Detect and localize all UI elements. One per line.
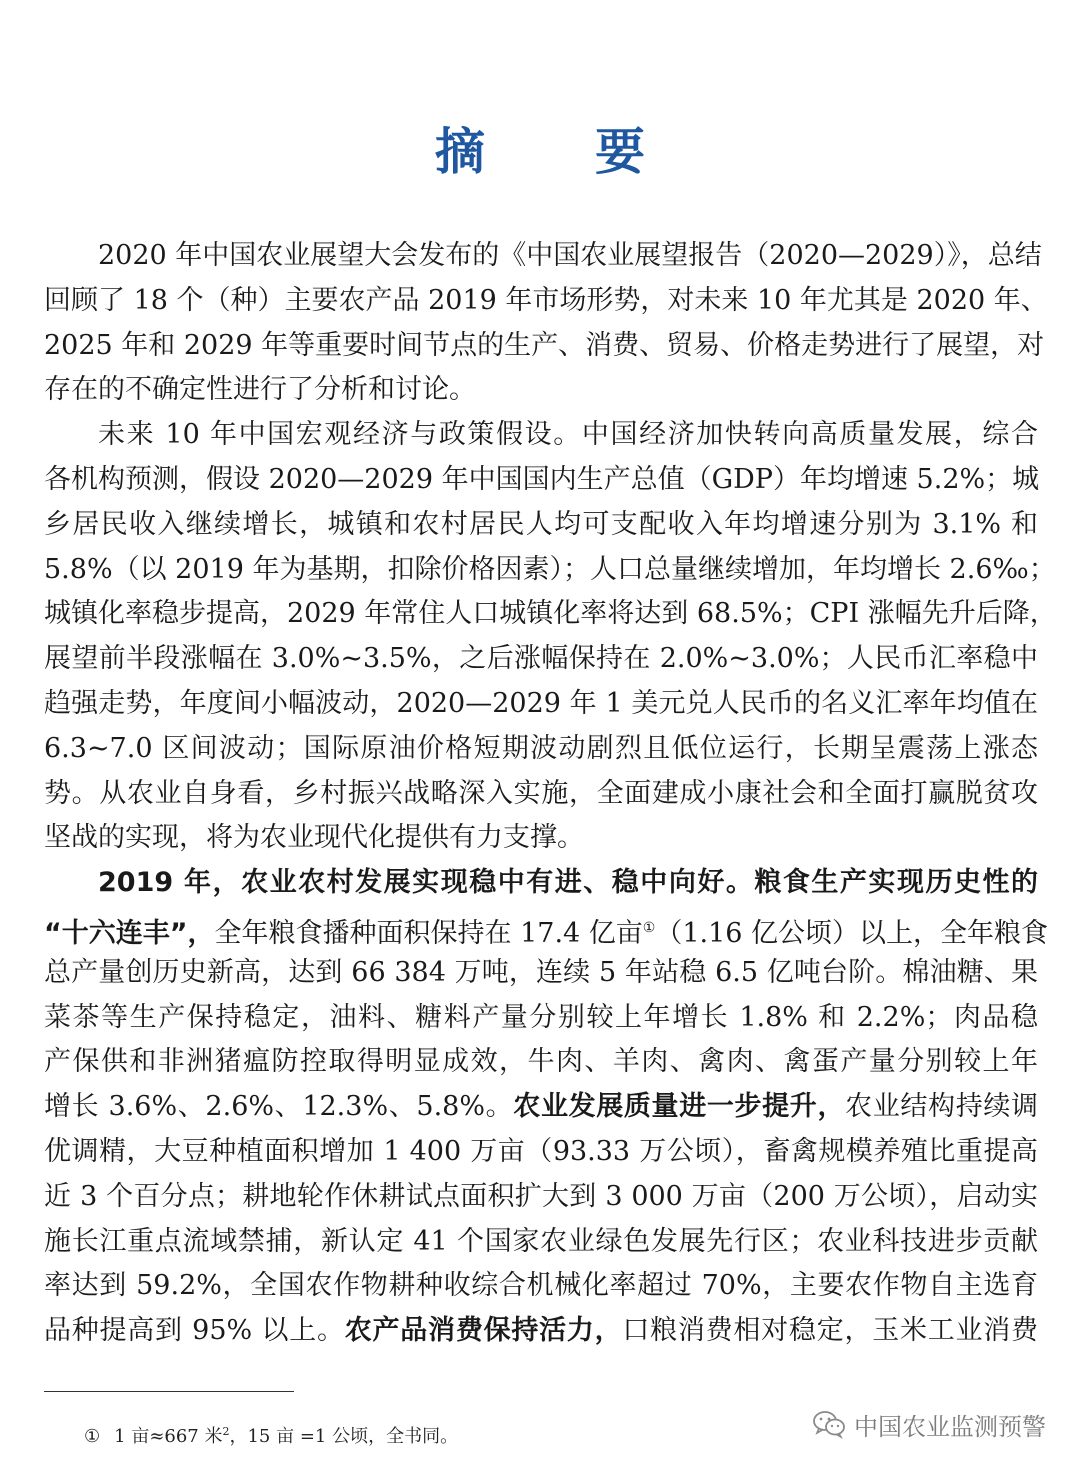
text-line: 未来 10 年中国宏观经济与政策假设。中国经济加快转向高质量发展，综合 xyxy=(98,419,1038,451)
footnote-mark: ① xyxy=(84,1426,101,1447)
text-line: 菜茶等生产保持稳定，油料、糖料产量分别较上年增长 1.8% 和 2.2%；肉品稳 xyxy=(44,1001,1038,1033)
text-line: 5.8%（以 2019 年为基期，扣除价格因素）；人口总量继续增加，年均增长 2.6‰； xyxy=(44,553,1056,585)
text-line: 城镇化率稳步提高，2029 年常住人口城镇化率将达到 68.5%；CPI 涨幅先升后降， xyxy=(44,598,1057,630)
bold-phrase: 农产品消费保持活力， xyxy=(344,1315,623,1347)
text-line: 总产量创历史新高，达到 66 384 万吨，连续 5 年站稳 6.5 亿吨台阶。棉油糖、果 xyxy=(44,956,1038,988)
text-line: 回顾了 18 个（种）主要农产品 2019 年市场形势，对未来 10 年尤其是 2020 年、 xyxy=(44,284,1048,316)
footnote: ① 1 亩≈667 米$^2$，15 亩 =1 公顷，全书同。 xyxy=(84,1425,459,1447)
text-line: 率达到 59.2%，全国农作物耕种收综合机械化率超过 70%，主要农作物自主选育 xyxy=(44,1270,1038,1302)
text-line: 2025 年和 2029 年等重要时间节点的生产、消费、贸易、价格走势进行了展望，对 xyxy=(44,329,1045,361)
text-line: 6.3~7.0 区间波动；国际原油价格短期波动剧烈且低位运行，长期呈震荡上涨态 xyxy=(44,732,1038,764)
bold-phrase: 2019 年，农业农村发展实现稳中有进、稳中向好。粮食生产实现历史性的 xyxy=(98,867,1038,899)
text-line: 施长江重点流域禁捕，新认定 41 个国家农业绿色发展先行区；农业科技进步贡献 xyxy=(44,1225,1038,1257)
text-line: 乡居民收入继续增长，城镇和农村居民人均可支配收入年均增速分别为 3.1% 和 xyxy=(44,508,1038,540)
watermark xyxy=(812,1404,1046,1444)
text-line: “十六连丰”，全年粮食播种面积保持在 17.4 亿亩①（1.16 亿公顷）以上，全年粮食 xyxy=(44,917,1049,949)
text-line: 品种提高到 95% 以上。农产品消费保持活力，口粮消费相对稳定，玉米工业消费 xyxy=(44,1315,1039,1347)
text-line: 各机构预测，假设 2020—2029 年中国国内生产总值（GDP）年均增速 5.2%；城 xyxy=(44,463,1040,495)
text-line: 展望前半段涨幅在 3.0%~3.5%，之后涨幅保持在 2.0%~3.0%；人民币汇率稳中 xyxy=(44,643,1038,675)
text-line xyxy=(44,861,1038,906)
text-line: 产保供和非洲猪瘟防控取得明显成效，牛肉、羊肉、禽肉、禽蛋产量分别较上年 xyxy=(44,1046,1038,1078)
text-line: 近 3 个百分点；耕地轮作休耕试点面积扩大到 3 000 万亩（200 万公顷），启动实 xyxy=(44,1180,1038,1212)
title-char-1: 摘 xyxy=(435,123,485,181)
wechat-icon xyxy=(812,1409,846,1439)
text-line: 存在的不确定性进行了分析和讨论。 xyxy=(44,374,476,406)
bold-phrase: 农业发展质量进一步提升， xyxy=(513,1091,846,1123)
bold-phrase: “十六连丰”， xyxy=(44,917,215,949)
text-line: 趋强走势，年度间小幅波动，2020—2029 年 1 美元兑人民币的名义汇率年均值在 xyxy=(44,687,1038,719)
footnote-divider xyxy=(44,1391,294,1392)
title-char-2: 要 xyxy=(595,123,645,181)
footnote-ref[interactable]: ① xyxy=(642,919,656,936)
body-text xyxy=(44,234,1057,1354)
text-line: 增长 3.6%、2.6%、12.3%、5.8%。农业发展质量进一步提升，农业结构持续调 xyxy=(44,1091,1039,1123)
text-line: 优调精，大豆种植面积增加 1 400 万亩（93.33 万公顷），畜禽规模养殖比重提高 xyxy=(44,1135,1038,1167)
watermark-text: 中国农业监测预警 xyxy=(854,1412,1046,1441)
text-line: 2020 年中国农业展望大会发布的《中国农业展望报告（2020—2029）》，总结 xyxy=(98,240,1042,271)
text-line: 坚战的实现，将为农业现代化提供有力支撑。 xyxy=(44,822,584,854)
page-title xyxy=(0,112,1080,184)
text-line: 势。从农业自身看，乡村振兴战略深入实施，全面建成小康社会和全面打赢脱贫攻 xyxy=(44,777,1038,809)
